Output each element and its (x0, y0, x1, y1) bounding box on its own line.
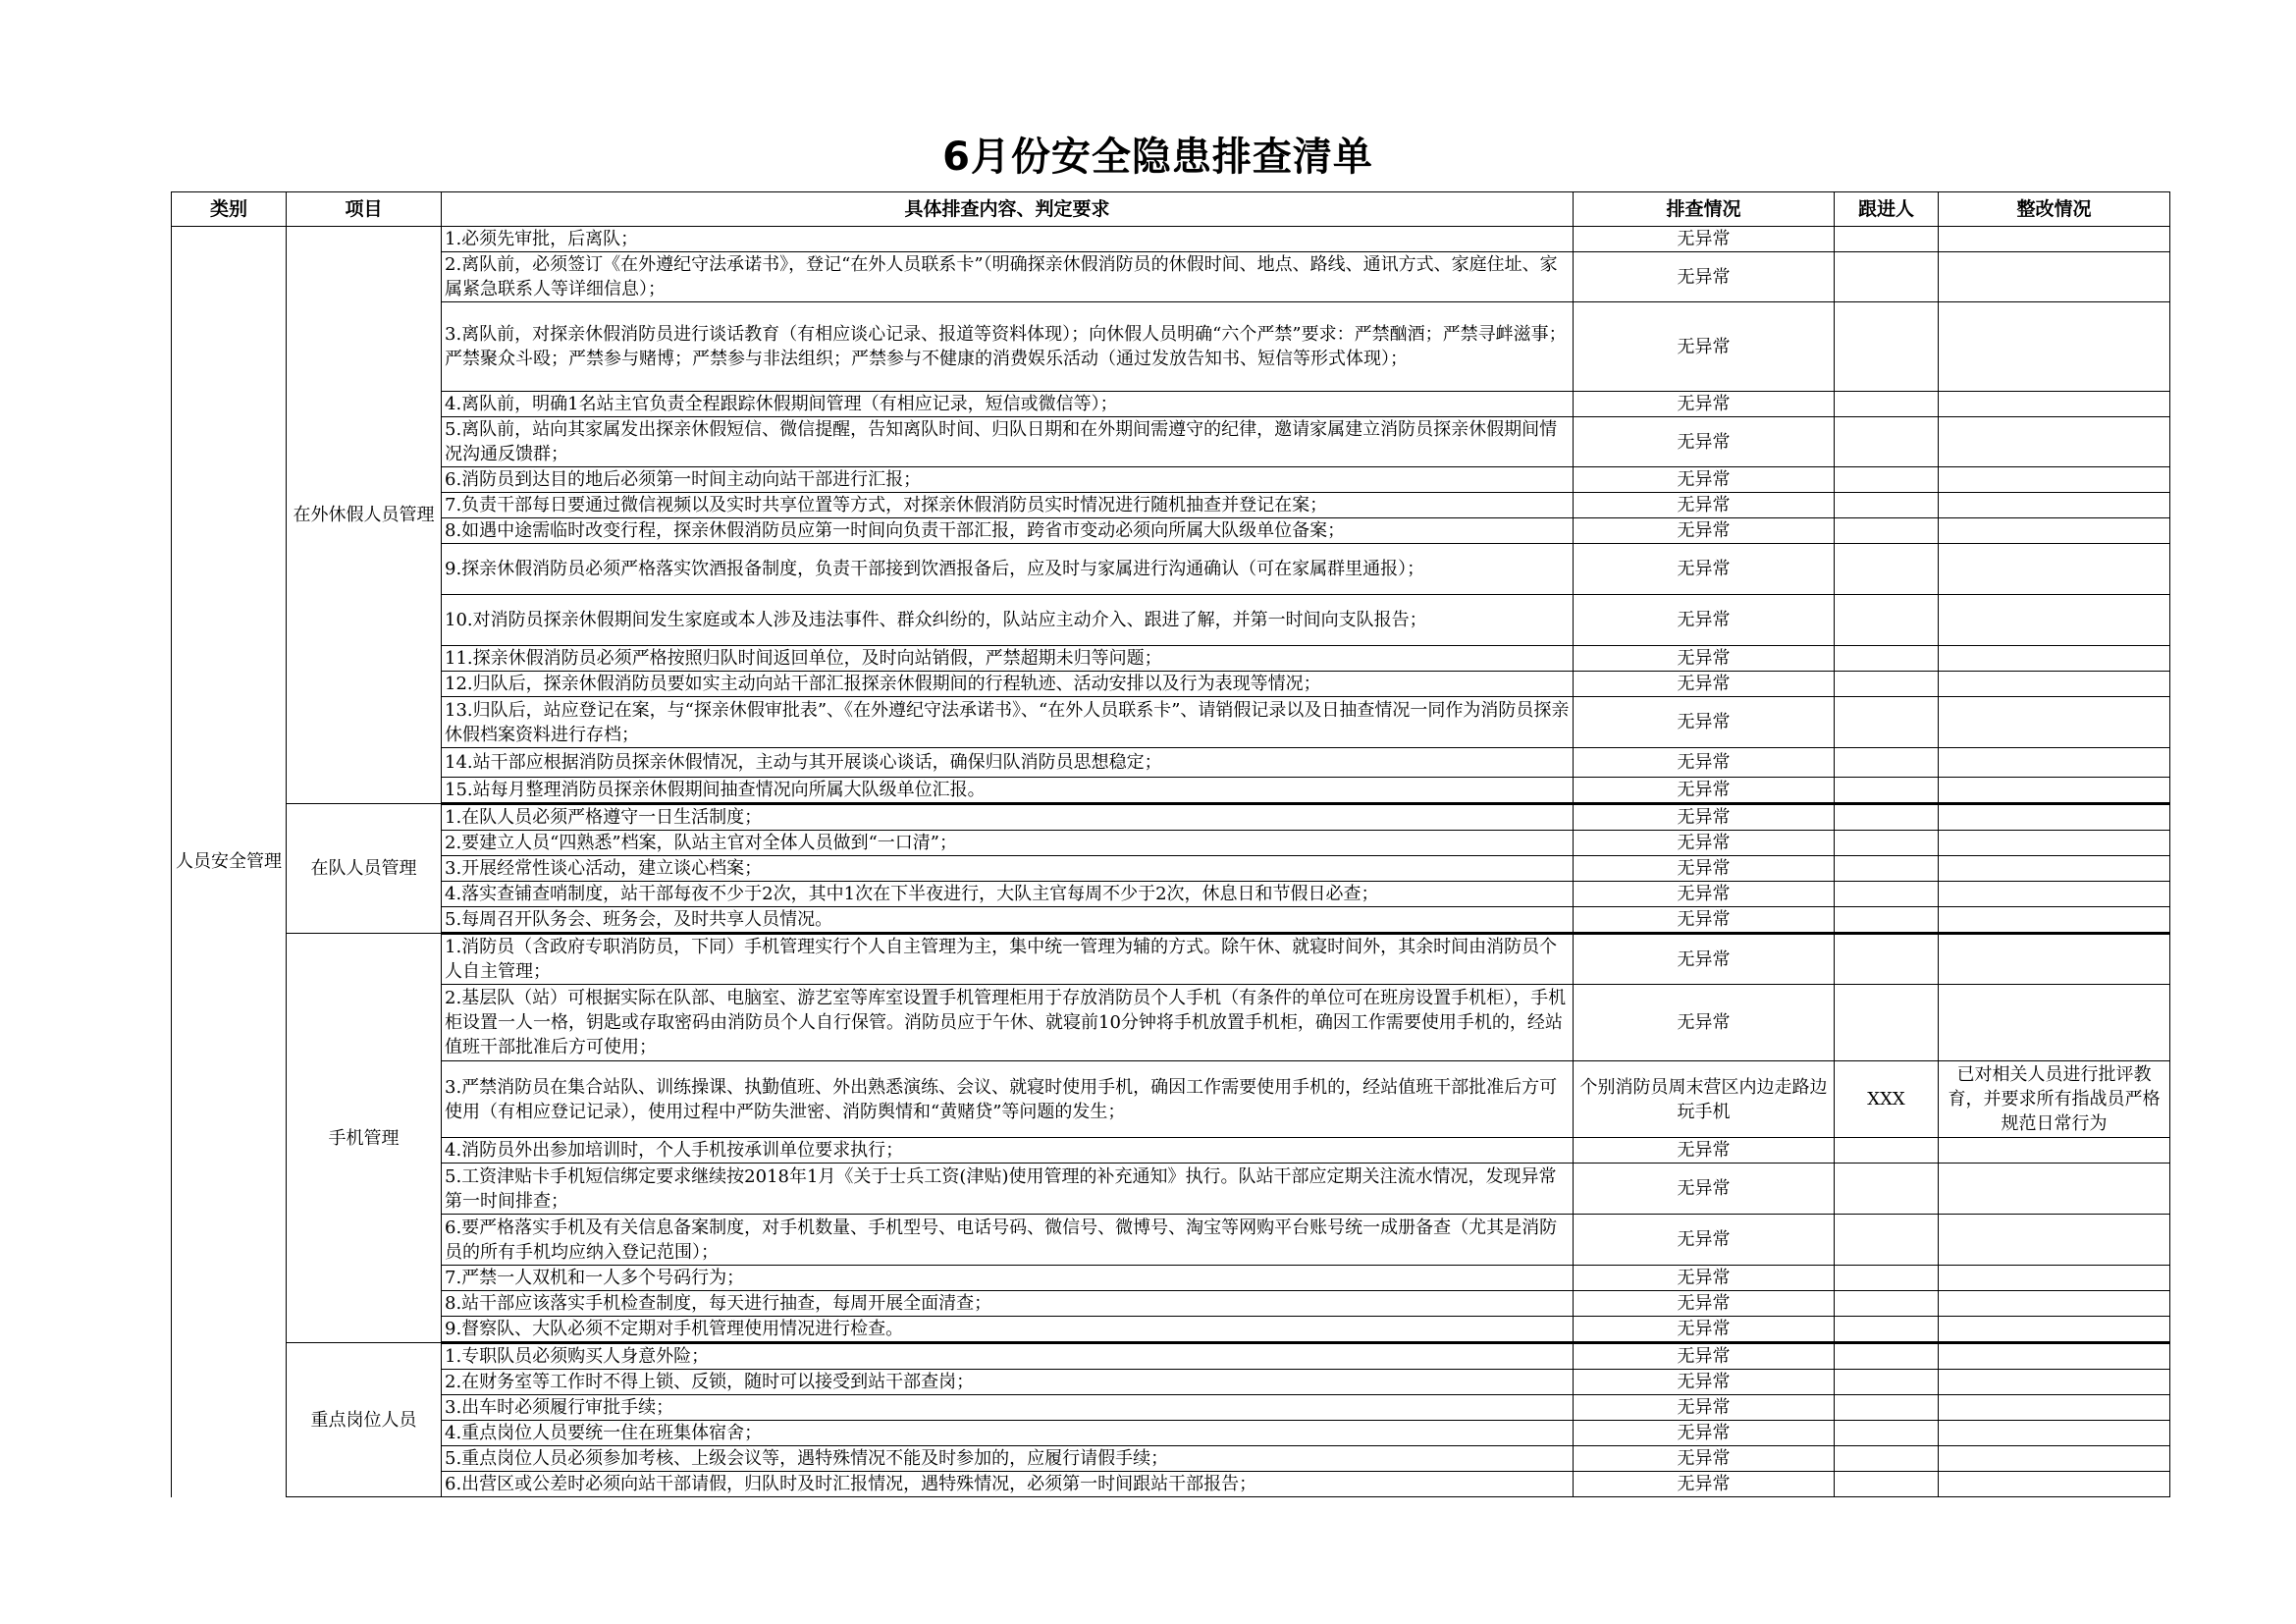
check-content: 2.要建立人员“四熟悉”档案，队站主官对全体人员做到“一口清”； (442, 831, 1574, 856)
follower (1835, 252, 1939, 302)
follower (1835, 1266, 1939, 1291)
follower (1835, 804, 1939, 831)
check-status: 无异常 (1574, 882, 1835, 907)
table-header-row (172, 192, 2170, 227)
table-row (172, 1138, 2170, 1164)
rectification (1939, 544, 2170, 595)
check-content: 8.如遇中途需临时改变行程，探亲休假消防员应第一时间向负责干部汇报，跨省市变动必须向所属大队级单位备案； (442, 518, 1574, 544)
check-status: 无异常 (1574, 467, 1835, 493)
check-status: 无异常 (1574, 1317, 1835, 1343)
project-cell: 在外休假人员管理 (287, 227, 442, 804)
check-content: 1.必须先审批，后离队； (442, 227, 1574, 252)
table-row (172, 544, 2170, 595)
table-row (172, 831, 2170, 856)
check-status: 无异常 (1574, 1138, 1835, 1164)
table-row (172, 697, 2170, 748)
check-content: 4.重点岗位人员要统一住在班集体宿舍； (442, 1421, 1574, 1446)
rectification (1939, 1266, 2170, 1291)
check-content: 3.出车时必须履行审批手续； (442, 1395, 1574, 1421)
rectification (1939, 1343, 2170, 1370)
check-content: 5.每周召开队务会、班务会，及时共享人员情况。 (442, 907, 1574, 934)
header-rectification: 整改情况 (1939, 192, 2170, 227)
rectification (1939, 227, 2170, 252)
follower (1835, 518, 1939, 544)
check-content: 7.负责干部每日要通过微信视频以及实时共享位置等方式，对探亲休假消防员实时情况进行随机抽查并登记在案； (442, 493, 1574, 518)
check-status: 无异常 (1574, 1215, 1835, 1266)
table-row (172, 252, 2170, 302)
follower (1835, 672, 1939, 697)
check-content: 3.开展经常性谈心活动，建立谈心档案； (442, 856, 1574, 882)
rectification (1939, 1317, 2170, 1343)
table-row (172, 856, 2170, 882)
table-row (172, 1266, 2170, 1291)
check-status: 无异常 (1574, 227, 1835, 252)
table-row (172, 493, 2170, 518)
table-row (172, 907, 2170, 934)
check-status: 无异常 (1574, 672, 1835, 697)
table-row (172, 1215, 2170, 1266)
rectification (1939, 1472, 2170, 1497)
follower (1835, 1446, 1939, 1472)
table-row (172, 417, 2170, 467)
rectification: 已对相关人员进行批评教育，并要求所有指战员严格规范日常行为 (1939, 1061, 2170, 1138)
follower (1835, 1164, 1939, 1215)
check-content: 2.基层队（站）可根据实际在队部、电脑室、游艺室等库室设置手机管理柜用于存放消防员个人手机（有条件的单位可在班房设置手机柜），手机柜设置一人一格，钥匙或存取密码由消防员个人自行保管。消防员应于午休、就寝前10分钟将手机放置手机柜，确因工作需要使用手机的，经站值班干部批准后方可使用； (442, 985, 1574, 1061)
project-cell: 在队人员管理 (287, 804, 442, 934)
follower (1835, 985, 1939, 1061)
header-project: 项目 (287, 192, 442, 227)
rectification (1939, 302, 2170, 392)
check-content: 6.出营区或公差时必须向站干部请假，归队时及时汇报情况，遇特殊情况，必须第一时间跟站干部报告； (442, 1472, 1574, 1497)
project-cell: 手机管理 (287, 934, 442, 1343)
rectification (1939, 392, 2170, 417)
rectification (1939, 1291, 2170, 1317)
check-content: 2.离队前，必须签订《在外遵纪守法承诺书》，登记“在外人员联系卡”（明确探亲休假消防员的休假时间、地点、路线、通讯方式、家庭住址、家属紧急联系人等详细信息）； (442, 252, 1574, 302)
check-status: 无异常 (1574, 595, 1835, 646)
rectification (1939, 1370, 2170, 1395)
check-content: 4.消防员外出参加培训时，个人手机按承训单位要求执行； (442, 1138, 1574, 1164)
table-row (172, 985, 2170, 1061)
rectification (1939, 907, 2170, 934)
rectification (1939, 518, 2170, 544)
check-content: 4.落实查铺查哨制度，站干部每夜不少于2次，其中1次在下半夜进行，大队主官每周不少于2次，休息日和节假日必查； (442, 882, 1574, 907)
page-title: 6月份安全隐患排查清单 (942, 135, 1373, 180)
follower: XXX (1835, 1061, 1939, 1138)
check-status: 无异常 (1574, 1472, 1835, 1497)
check-content: 3.严禁消防员在集合站队、训练操课、执勤值班、外出熟悉演练、会议、就寝时使用手机，确因工作需要使用手机的，经站值班干部批准后方可使用（有相应登记记录），使用过程中严防失泄密、消防舆情和“黄赌贷”等问题的发生； (442, 1061, 1574, 1138)
header-status: 排查情况 (1574, 192, 1835, 227)
check-status: 无异常 (1574, 493, 1835, 518)
check-content: 10.对消防员探亲休假期间发生家庭或本人涉及违法事件、群众纠纷的，队站应主动介入、跟进了解，并第一时间向支队报告； (442, 595, 1574, 646)
table-row (172, 646, 2170, 672)
check-content: 1.在队人员必须严格遵守一日生活制度； (442, 804, 1574, 831)
rectification (1939, 417, 2170, 467)
check-status: 无异常 (1574, 544, 1835, 595)
check-content: 8.站干部应该落实手机检查制度，每天进行抽查，每周开展全面清查； (442, 1291, 1574, 1317)
table-body (172, 227, 2170, 1497)
check-status: 无异常 (1574, 518, 1835, 544)
project-cell: 重点岗位人员 (287, 1343, 442, 1497)
follower (1835, 1215, 1939, 1266)
check-status: 无异常 (1574, 1164, 1835, 1215)
table-row (172, 1395, 2170, 1421)
rectification (1939, 467, 2170, 493)
check-status: 无异常 (1574, 748, 1835, 778)
follower (1835, 907, 1939, 934)
check-content: 1.专职队员必须购买人身意外险； (442, 1343, 1574, 1370)
follower (1835, 1138, 1939, 1164)
check-status: 无异常 (1574, 907, 1835, 934)
table-row (172, 778, 2170, 804)
rectification (1939, 252, 2170, 302)
check-content: 13.归队后，站应登记在案，与“探亲休假审批表”、《在外遵纪守法承诺书》、“在外人员联系卡”、请销假记录以及日抽查情况一同作为消防员探亲休假档案资料进行存档； (442, 697, 1574, 748)
check-status: 无异常 (1574, 1421, 1835, 1446)
rectification (1939, 1215, 2170, 1266)
follower (1835, 1317, 1939, 1343)
follower (1835, 493, 1939, 518)
table-row (172, 595, 2170, 646)
check-status: 无异常 (1574, 646, 1835, 672)
check-content: 1.消防员（含政府专职消防员，下同）手机管理实行个人自主管理为主，集中统一管理为辅的方式。除午休、就寝时间外，其余时间由消防员个人自主管理； (442, 934, 1574, 985)
follower (1835, 392, 1939, 417)
check-content: 3.离队前，对探亲休假消防员进行谈话教育（有相应谈心记录、报道等资料体现）；向休假人员明确“六个严禁”要求：严禁酗酒；严禁寻衅滋事；严禁聚众斗殴；严禁参与赌博；严禁参与非法组织；严禁参与不健康的消费娱乐活动（通过发放告知书、短信等形式体现）； (442, 302, 1574, 392)
table-row (172, 748, 2170, 778)
table-row (172, 1421, 2170, 1446)
check-status: 个别消防员周末营区内边走路边玩手机 (1574, 1061, 1835, 1138)
follower (1835, 467, 1939, 493)
table-row (172, 1061, 2170, 1138)
check-content: 9.探亲休假消防员必须严格落实饮酒报备制度，负责干部接到饮酒报备后，应及时与家属进行沟通确认（可在家属群里通报）； (442, 544, 1574, 595)
follower (1835, 302, 1939, 392)
category-cell: 人员安全管理 (172, 227, 287, 1497)
follower (1835, 778, 1939, 804)
follower (1835, 697, 1939, 748)
table-row (172, 1343, 2170, 1370)
rectification (1939, 493, 2170, 518)
check-content: 9.督察队、大队必须不定期对手机管理使用情况进行检查。 (442, 1317, 1574, 1343)
follower (1835, 1421, 1939, 1446)
check-status: 无异常 (1574, 831, 1835, 856)
check-content: 11.探亲休假消防员必须严格按照归队时间返回单位，及时向站销假，严禁超期未归等问题； (442, 646, 1574, 672)
follower (1835, 595, 1939, 646)
check-status: 无异常 (1574, 1343, 1835, 1370)
table-row (172, 518, 2170, 544)
follower (1835, 1343, 1939, 1370)
check-status: 无异常 (1574, 934, 1835, 985)
check-status: 无异常 (1574, 1395, 1835, 1421)
table-row (172, 392, 2170, 417)
check-content: 6.要严格落实手机及有关信息备案制度，对手机数量、手机型号、电话号码、微信号、微博号、淘宝等网购平台账号统一成册备查（尤其是消防员的所有手机均应纳入登记范围）； (442, 1215, 1574, 1266)
check-status: 无异常 (1574, 856, 1835, 882)
header-category: 类别 (172, 192, 287, 227)
follower (1835, 856, 1939, 882)
rectification (1939, 697, 2170, 748)
check-content: 5.工资津贴卡手机短信绑定要求继续按2018年1月《关于士兵工资(津贴)使用管理的补充通知》执行。队站干部应定期关注流水情况，发现异常第一时间排查； (442, 1164, 1574, 1215)
rectification (1939, 595, 2170, 646)
follower (1835, 646, 1939, 672)
table-row (172, 1446, 2170, 1472)
rectification (1939, 646, 2170, 672)
rectification (1939, 1138, 2170, 1164)
table-row (172, 1164, 2170, 1215)
rectification (1939, 1395, 2170, 1421)
follower (1835, 882, 1939, 907)
check-content: 5.重点岗位人员必须参加考核、上级会议等，遇特殊情况不能及时参加的，应履行请假手续； (442, 1446, 1574, 1472)
check-status: 无异常 (1574, 1446, 1835, 1472)
rectification (1939, 1164, 2170, 1215)
table-row (172, 302, 2170, 392)
table-row (172, 672, 2170, 697)
rectification (1939, 748, 2170, 778)
table-row (172, 804, 2170, 831)
check-content: 15.站每月整理消防员探亲休假期间抽查情况向所属大队级单位汇报。 (442, 778, 1574, 804)
follower (1835, 1370, 1939, 1395)
follower (1835, 227, 1939, 252)
table-row (172, 934, 2170, 985)
check-status: 无异常 (1574, 1370, 1835, 1395)
follower (1835, 1395, 1939, 1421)
check-status: 无异常 (1574, 252, 1835, 302)
check-status: 无异常 (1574, 302, 1835, 392)
check-status: 无异常 (1574, 778, 1835, 804)
table-row (172, 1472, 2170, 1497)
follower (1835, 1291, 1939, 1317)
inspection-table (171, 191, 2170, 1497)
check-content: 6.消防员到达目的地后必须第一时间主动向站干部进行汇报； (442, 467, 1574, 493)
check-content: 14.站干部应根据消防员探亲休假情况，主动与其开展谈心谈话，确保归队消防员思想稳定； (442, 748, 1574, 778)
check-status: 无异常 (1574, 1266, 1835, 1291)
check-status: 无异常 (1574, 804, 1835, 831)
rectification (1939, 856, 2170, 882)
header-follower: 跟进人 (1835, 192, 1939, 227)
check-content: 2.在财务室等工作时不得上锁、反锁，随时可以接受到站干部查岗； (442, 1370, 1574, 1395)
follower (1835, 934, 1939, 985)
table-row (172, 1291, 2170, 1317)
check-status: 无异常 (1574, 1291, 1835, 1317)
rectification (1939, 804, 2170, 831)
header-content: 具体排查内容、判定要求 (442, 192, 1574, 227)
rectification (1939, 882, 2170, 907)
check-content: 4.离队前，明确1名站主官负责全程跟踪休假期间管理（有相应记录，短信或微信等）； (442, 392, 1574, 417)
rectification (1939, 831, 2170, 856)
table-row (172, 1317, 2170, 1343)
table-row (172, 227, 2170, 252)
table-row (172, 1370, 2170, 1395)
table-row (172, 467, 2170, 493)
follower (1835, 748, 1939, 778)
follower (1835, 1472, 1939, 1497)
check-status: 无异常 (1574, 985, 1835, 1061)
rectification (1939, 1446, 2170, 1472)
rectification (1939, 934, 2170, 985)
check-content: 5.离队前，站向其家属发出探亲休假短信、微信提醒，告知离队时间、归队日期和在外期间需遵守的纪律，邀请家属建立消防员探亲休假期间情况沟通反馈群； (442, 417, 1574, 467)
check-content: 12.归队后，探亲休假消防员要如实主动向站干部汇报探亲休假期间的行程轨迹、活动安排以及行为表现等情况； (442, 672, 1574, 697)
rectification (1939, 1421, 2170, 1446)
follower (1835, 831, 1939, 856)
rectification (1939, 778, 2170, 804)
follower (1835, 544, 1939, 595)
check-status: 无异常 (1574, 392, 1835, 417)
check-content: 7.严禁一人双机和一人多个号码行为； (442, 1266, 1574, 1291)
follower (1835, 417, 1939, 467)
rectification (1939, 985, 2170, 1061)
check-status: 无异常 (1574, 417, 1835, 467)
check-status: 无异常 (1574, 697, 1835, 748)
table-row (172, 882, 2170, 907)
rectification (1939, 672, 2170, 697)
